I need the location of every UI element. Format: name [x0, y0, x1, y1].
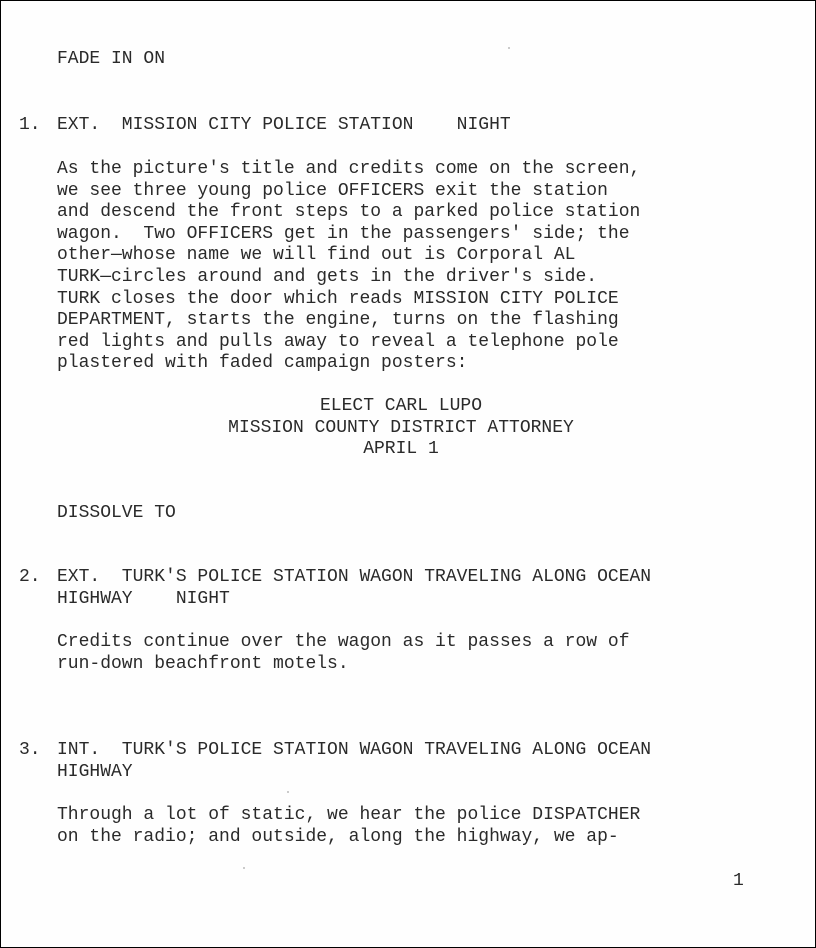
- action-line: TURK closes the door which reads MISSION CITY POLICE: [57, 288, 619, 309]
- poster-line: APRIL 1: [363, 439, 439, 460]
- scene-number: 2.: [19, 567, 41, 587]
- poster-line: ELECT CARL LUPO: [319, 396, 483, 416]
- action-line: plastered with faded campaign posters:: [57, 353, 468, 374]
- scene-heading: HIGHWAY NIGHT: [57, 588, 230, 609]
- scene-number: 1.: [19, 115, 41, 135]
- action-line: run-down beachfront motels.: [57, 653, 349, 674]
- action-line: TURK—circles around and gets in the driver's side.: [57, 267, 598, 287]
- poster-line: MISSION COUNTY DISTRICT ATTORNEY: [228, 417, 574, 438]
- paper-speck: [243, 867, 245, 869]
- scene-heading: EXT. MISSION CITY POLICE STATION NIGHT: [57, 115, 511, 135]
- paper-speck: [287, 791, 289, 793]
- action-line: and descend the front steps to a parked police station: [57, 202, 641, 223]
- action-line: we see three young police OFFICERS exit the station: [57, 180, 608, 201]
- scene-number: 3.: [19, 740, 41, 760]
- action-line: on the radio; and outside, along the highway, we ap-: [57, 826, 619, 847]
- action-line: Through a lot of static, we hear the police DISPATCHER: [57, 805, 641, 825]
- scene-heading: EXT. TURK'S POLICE STATION WAGON TRAVELING ALONG OCEAN: [57, 567, 652, 587]
- transition-fade-in: FADE IN ON: [57, 49, 166, 69]
- page-number: 1: [733, 871, 744, 891]
- scene-heading: INT. TURK'S POLICE STATION WAGON TRAVELING ALONG OCEAN: [57, 740, 652, 760]
- transition-dissolve: DISSOLVE TO: [57, 503, 176, 523]
- action-line: red lights and pulls away to reveal a telephone pole: [57, 331, 619, 352]
- action-line: wagon. Two OFFICERS get in the passengers' side; the: [57, 223, 630, 244]
- action-line: Credits continue over the wagon as it passes a row of: [57, 632, 630, 652]
- paper-speck: [508, 47, 510, 49]
- scene-heading: HIGHWAY: [57, 761, 133, 782]
- action-line: other—whose name we will find out is Corporal AL: [57, 245, 576, 266]
- action-line: DEPARTMENT, starts the engine, turns on the flashing: [57, 310, 619, 331]
- action-line: As the picture's title and credits come on the screen,: [57, 159, 641, 179]
